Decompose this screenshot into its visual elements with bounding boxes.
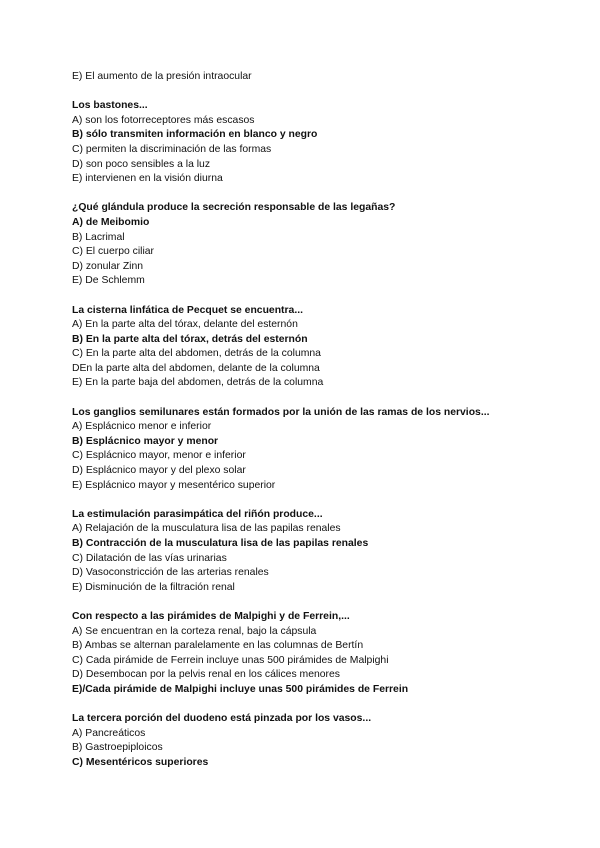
question-block [72, 610, 562, 698]
answer-option: B) Lacrimal [72, 231, 125, 243]
answer-option-correct: C) Mesentéricos superiores [72, 756, 209, 768]
answer-option-correct: B) En la parte alta del tórax, detrás del esternón [72, 333, 308, 345]
answer-option: DEn la parte alta del abdomen, delante de la columna [72, 362, 320, 374]
answer-option: D) Desembocan por la pelvis renal en los cálices menores [72, 669, 340, 681]
spacer [72, 595, 562, 610]
spacer [72, 493, 562, 508]
answer-option: D) son poco sensibles a la luz [72, 158, 211, 170]
answer-option-correct: B) Contracción de la musculatura lisa de las papilas renales [72, 538, 369, 549]
question-block [72, 508, 562, 596]
answer-option: C) El cuerpo ciliar [72, 246, 154, 258]
question-block [72, 99, 562, 187]
question-block [72, 201, 562, 289]
answer-option: A) Se encuentran en la corteza renal, bajo la cápsula [72, 625, 317, 637]
question-title: La cisterna linfática de Pecquet se encuentra... [72, 304, 303, 316]
answer-option-correct: E)/Cada pirámide de Malpighi incluye unas 500 pirámides de Ferrein [72, 683, 409, 695]
question-title: Los ganglios semilunares están formados por la unión de las ramas de los nervios... [72, 406, 490, 418]
answer-option: D) zonular Zinn [72, 260, 144, 272]
answer-option: C) Cada pirámide de Ferrein incluye unas 500 pirámides de Malpighi [72, 654, 389, 666]
question-title: ¿Qué glándula produce la secreción responsable de las legañas? [72, 202, 396, 214]
answer-option: A) son los fotorreceptores más escasos [72, 114, 255, 126]
document-page [72, 70, 562, 771]
answer-option: B) Gastroepiploicos [72, 742, 163, 754]
answer-option: E) De Schlemm [72, 275, 145, 287]
question-title: Con respecto a las pirámides de Malpighi y de Ferrein,... [72, 610, 350, 622]
answer-option: E) Disminución de la filtración renal [72, 581, 235, 593]
spacer [72, 289, 562, 304]
answer-option: D) Vasoconstricción de las arterias renales [72, 567, 269, 579]
question-block [72, 406, 562, 494]
answer-option: E) En la parte baja del abdomen, detrás de la columna [72, 377, 324, 389]
question-title: Los bastones... [72, 100, 148, 112]
question-title: La estimulación parasimpática del riñón produce... [72, 508, 323, 520]
answer-option: D) Esplácnico mayor y del plexo solar [72, 465, 246, 477]
answer-option: A) Relajación de la musculatura lisa de las papilas renales [72, 523, 341, 535]
answer-option-correct: B) sólo transmiten información en blanco y negro [72, 129, 318, 141]
question-title: La tercera porción del duodeno está pinzada por los vasos... [72, 713, 372, 725]
answer-option: A) En la parte alta del tórax, delante del esternón [72, 319, 298, 331]
answer-option: A) Pancreáticos [72, 727, 146, 739]
answer-option: C) Esplácnico mayor, menor e inferior [72, 450, 246, 462]
answer-option: E) intervienen en la visión diurna [72, 173, 223, 185]
answer-option-correct: A) de Meibomio [72, 216, 150, 228]
question-block [72, 304, 562, 392]
spacer [72, 187, 562, 202]
spacer [72, 85, 562, 100]
answer-option: E) Esplácnico mayor y mesentérico superior [72, 479, 276, 491]
intro-line: E) El aumento de la presión intraocular [72, 71, 252, 82]
answer-option-correct: B) Esplácnico mayor y menor [72, 435, 219, 447]
answer-option: C) permiten la discriminación de las formas [72, 143, 272, 155]
spacer [72, 698, 562, 713]
spacer [72, 391, 562, 406]
answer-option: A) Esplácnico menor e inferior [72, 421, 212, 433]
answer-option: B) Ambas se alternan paralelamente en las columnas de Bertín [72, 640, 364, 652]
answer-option: C) Dilatación de las vías urinarias [72, 552, 227, 564]
answer-option: C) En la parte alta del abdomen, detrás de la columna [72, 348, 321, 360]
question-block [72, 712, 562, 770]
